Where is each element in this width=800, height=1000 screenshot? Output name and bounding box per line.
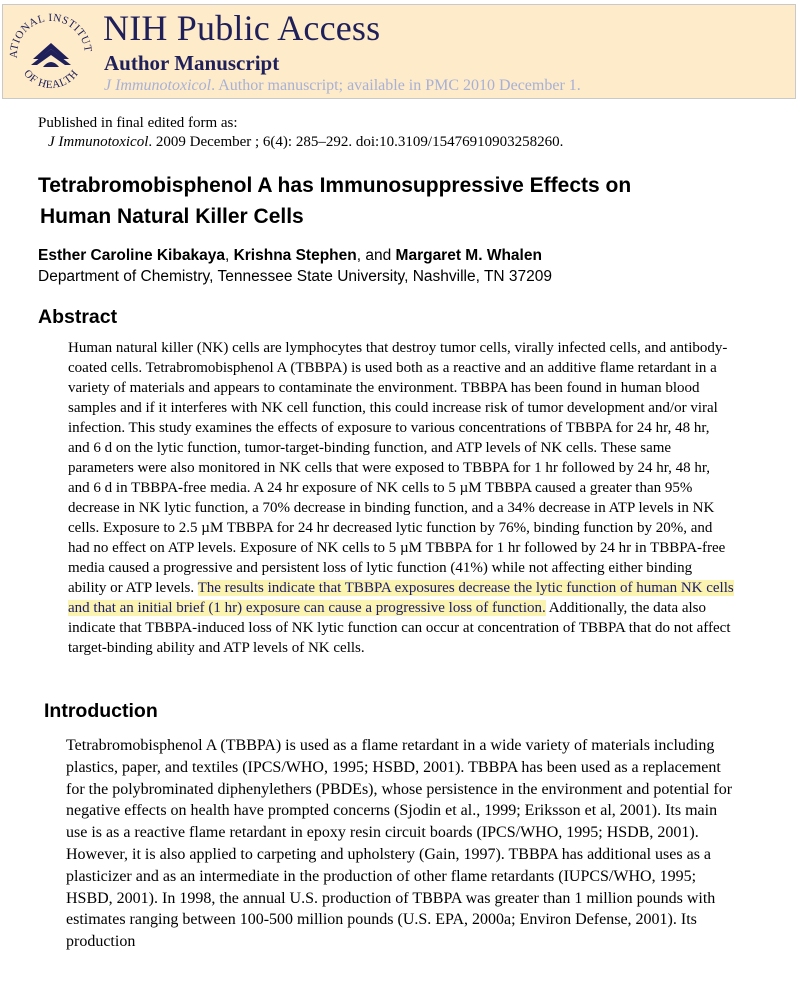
author-name: Krishna Stephen (233, 247, 357, 264)
nih-banner (2, 4, 796, 99)
publication-info (38, 114, 563, 152)
banner-journal-rest: . Author manuscript; available in PMC 2010 December 1. (211, 77, 581, 94)
banner-subtitle: Author Manuscript (104, 51, 280, 75)
published-label: Published in final edited form as: (38, 115, 238, 131)
introduction-heading: Introduction (44, 700, 158, 722)
abstract-text-end: Additionally, the data also indicate that TBBPA-induced loss of NK lytic function can occur at concentration of TBBPA that do not affect target-binding ability and ATP levels of NK cells. (68, 600, 731, 656)
abstract-text: Human natural killer (NK) cells are lymphocytes that destroy tumor cells, virally infected cells, and antibody-coated cells. Tetrabromobisphenol A (TBBPA) is used both as a reactive and an additive flame retardant in a variety of materials and appears to contaminate the environment. TBBPA has been found in human blood samples and if it interferes with NK cell function, this could increase risk of tumor development and/or viral infection. This study examines the effects of exposure to various concentrations of TBBPA for 24 hr, 48 hr, and 6 d on the lytic function, tumor-target-binding function, and ATP levels of NK cells. These same parameters were also monitored in NK cells that were exposed to TBBPA for 1 hr followed by 24 hr, 48 hr, and 6 d in TBBPA-free media. A 24 hr exposure of NK cells to 5 µM TBBPA caused a greater than 95% decrease in NK lytic function, a 70% decrease in binding function, and a 34% decrease in ATP levels in NK cells. Exposure to 2.5 µM TBBPA for 24 hr decreased lytic function by 76%, binding function by 20%, and had no effect on ATP levels. Exposure of NK cells to 5 µM TBBPA for 1 hr followed by 24 hr in TBBPA-free media caused a progressive and persistent loss of lytic function (41%) while not affecting either binding ability or ATP levels. (68, 340, 728, 596)
author-name: Esther Caroline Kibakaya (38, 247, 225, 264)
banner-title: NIH Public Access (103, 8, 381, 48)
nih-logo (5, 7, 97, 97)
title-line-2: Human Natural Killer Cells (40, 205, 304, 228)
svg-text:NATIONAL INSTITUTES: ATIONAL INSTITUT (7, 11, 94, 59)
title-line-1: Tetrabromobisphenol A has Immunosuppressive Effects on (38, 174, 632, 197)
banner-journal-line (104, 77, 581, 95)
author-name: Margaret M. Whalen (395, 247, 542, 264)
abstract-heading: Abstract (38, 306, 118, 328)
author-list (38, 245, 552, 266)
author-block (38, 245, 552, 287)
author-separator: , (224, 247, 234, 264)
introduction-body: Tetrabromobisphenol A (TBBPA) is used as a flame retardant in a wide variety of materials including plastics, paper, and textiles (IPCS/WHO, 1995; HSBD, 2001). TBBPA has been used as a replacement for the polybrominated diphenylethers (PBDEs), whose persistence in the environment and potential for negative effects on health have prompted concerns (Sjodin et al., 1999; Eriksson et al, 2001). Its main use is as a reactive flame retardant in epoxy resin circuit boards (IPCS/WHO, 1995; HSDB, 2001). However, it is also applied to carpeting and upholstery (Gain, 1997). TBBPA has additional uses as a plasticizer and as an intermediate in the production of other flame retardants (IUPCS/WHO, 1995; HSBD, 2001). In 1998, the annual U.S. production of TBBPA was greater than 1 million pounds with estimates ranging between 100-500 million pounds (U.S. EPA, 2000a; Environ Defense, 2001). Its production (66, 737, 733, 951)
hhs-eagle-icon (31, 43, 71, 67)
svg-text:OF HEALTH: OF HEALTH (21, 67, 81, 92)
author-separator: , and (356, 247, 396, 264)
citation-line (38, 133, 563, 152)
abstract-body (68, 338, 734, 658)
abstract-highlight[interactable]: The results indicate that TBBPA exposures decrease the lytic function of human NK cells and that an initial brief (1 hr) exposure can cause a progressive loss of function. (68, 580, 734, 616)
banner-journal-name: J Immunotoxicol (104, 77, 212, 94)
citation-details: . 2009 December ; 6(4): 285–292. doi:10.3109/15476910903258260. (148, 134, 564, 150)
citation-journal: J Immunotoxicol (48, 134, 149, 150)
affiliation: Department of Chemistry, Tennessee State University, Nashville, TN 37209 (38, 268, 553, 285)
article-title (38, 170, 758, 232)
